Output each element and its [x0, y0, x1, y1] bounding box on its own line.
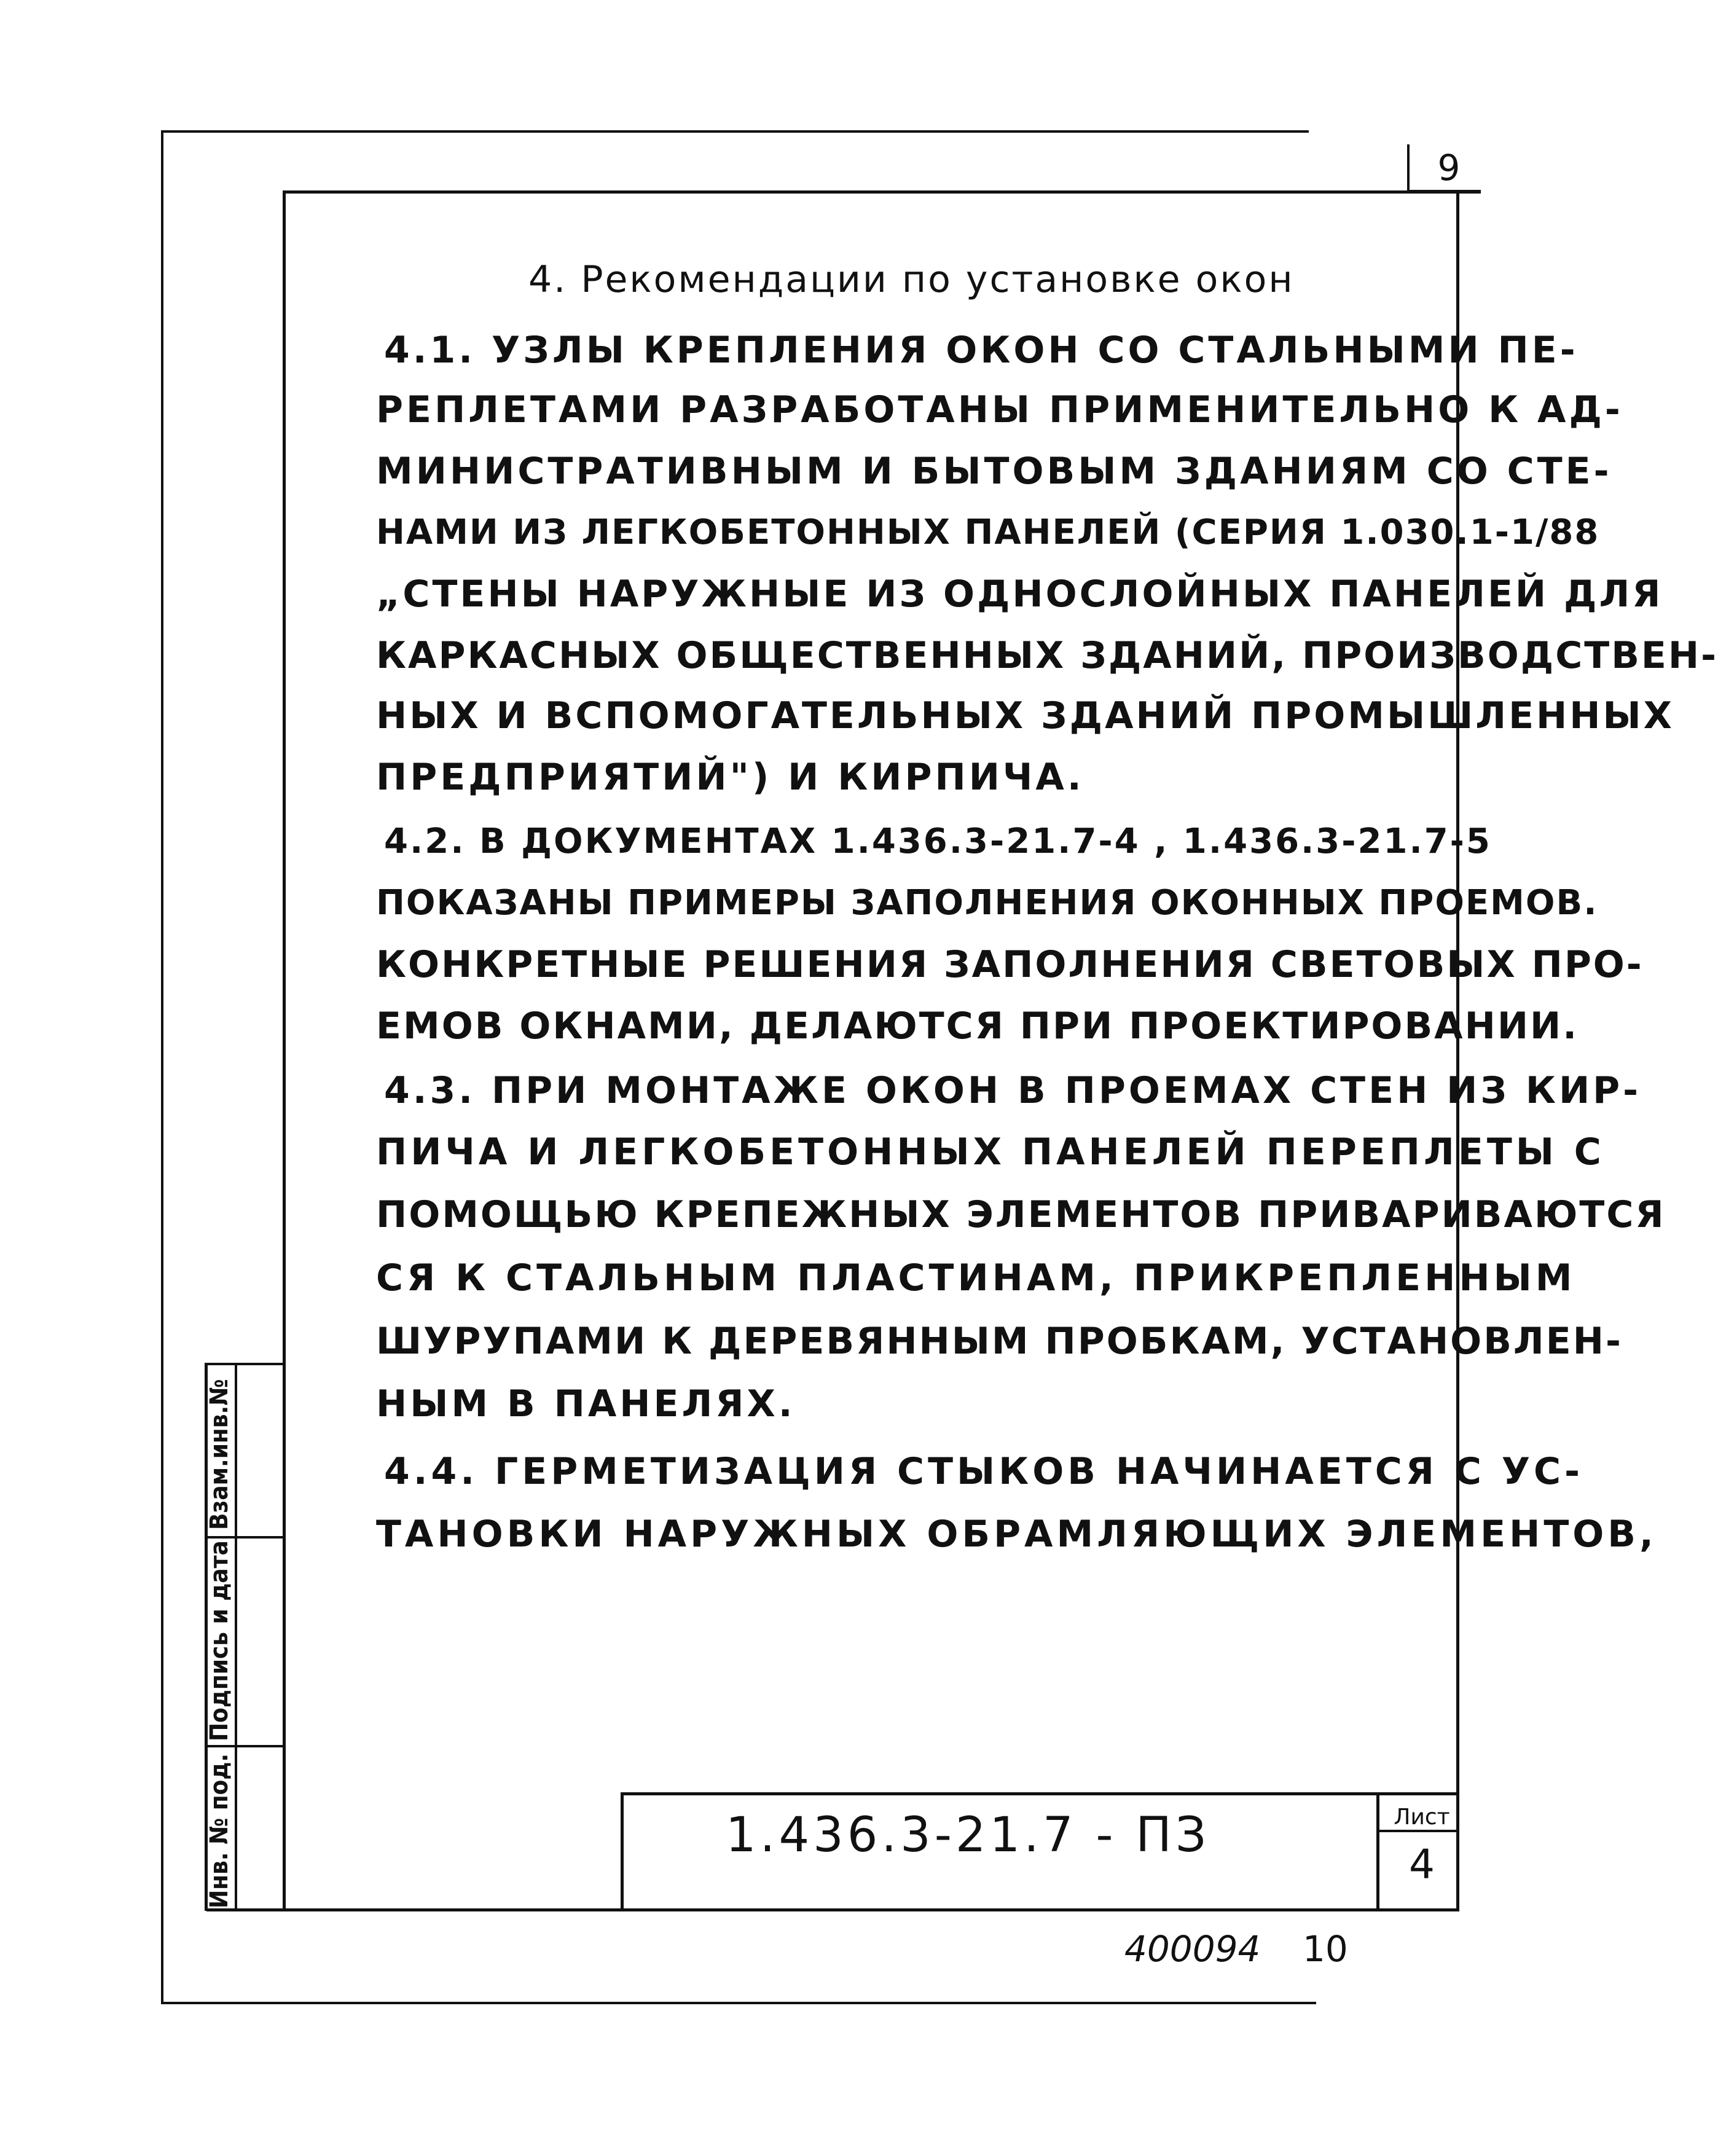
archive-page: 10	[1303, 1928, 1348, 1970]
body-line: НЫМ В ПАНЕЛЯХ.	[376, 1382, 796, 1425]
body-line: „СТЕНЫ НАРУЖНЫЕ ИЗ ОДНОСЛОЙНЫХ ПАНЕЛЕЙ ДЛЯ	[376, 573, 1663, 616]
titleblock-left-border	[621, 1792, 624, 1909]
inner-frame-bottom	[206, 1908, 1459, 1911]
sheet-number: 4	[1409, 1841, 1435, 1888]
titleblock-sheet-divider	[1376, 1792, 1379, 1909]
stamp-cell-inv-podl	[206, 1747, 280, 1911]
outer-frame-bottom	[161, 2002, 1316, 2004]
body-line: ПРЕДПРИЯТИЙ") И КИРПИЧА.	[376, 756, 1085, 799]
body-line: ПОКАЗАНЫ ПРИМЕРЫ ЗАПОЛНЕНИЯ ОКОННЫХ ПРОЕМОВ.	[376, 883, 1598, 923]
body-line: 4.1. УЗЛЫ КРЕПЛЕНИЯ ОКОН СО СТАЛЬНЫМИ ПЕ-	[384, 329, 1579, 372]
stamp-vzam-inv: Взам.инв.№	[205, 1379, 233, 1530]
sheet-label: Лист	[1394, 1805, 1450, 1830]
outer-frame-top	[161, 130, 1309, 133]
archive-number: 400094	[1124, 1928, 1261, 1970]
body-line: 4.3. ПРИ МОНТАЖЕ ОКОН В ПРОЕМАХ СТЕН ИЗ КИР-	[384, 1069, 1642, 1112]
titleblock-top-border	[621, 1792, 1459, 1795]
body-line: ПИЧА И ЛЕГКОБЕТОННЫХ ПАНЕЛЕЙ ПЕРЕПЛЕТЫ С	[376, 1131, 1605, 1174]
stamp-podpis-data: Подпись и дата	[205, 1540, 233, 1741]
body-line: МИНИСТРАТИВНЫМ И БЫТОВЫМ ЗДАНИЯМ СО СТЕ-	[376, 450, 1612, 493]
outer-frame-left	[161, 130, 163, 2003]
section-heading: 4. Рекомендации по установке окон	[528, 258, 1295, 301]
corner-sheet-number: 9	[1437, 147, 1461, 189]
body-line: РЕПЛЕТАМИ РАЗРАБОТАНЫ ПРИМЕНИТЕЛЬНО К АД-	[376, 388, 1623, 431]
inner-frame-top	[283, 190, 1481, 194]
stamp-cell-podpis-data	[206, 1539, 280, 1745]
body-line: СЯ К СТАЛЬНЫМ ПЛАСТИНАМ, ПРИКРЕПЛЕННЫМ	[376, 1256, 1576, 1299]
stamp-inv-podl: Инв. № под.	[205, 1753, 233, 1908]
body-line: КОНКРЕТНЫЕ РЕШЕНИЯ ЗАПОЛНЕНИЯ СВЕТОВЫХ ПРО-	[376, 943, 1644, 986]
document-code: 1.436.3-21.7 - ПЗ	[726, 1808, 1210, 1863]
body-line: 4.2. В ДОКУМЕНТАХ 1.436.3-21.7-4 , 1.436.3-21.7-5	[384, 821, 1492, 861]
body-line: 4.4. ГЕРМЕТИЗАЦИЯ СТЫКОВ НАЧИНАЕТСЯ С УС-	[384, 1450, 1583, 1493]
inner-frame-left	[283, 190, 286, 1911]
body-line: КАРКАСНЫХ ОБЩЕСТВЕННЫХ ЗДАНИЙ, ПРОИЗВОДСТВЕН-	[376, 634, 1718, 677]
body-line: ПОМОЩЬЮ КРЕПЕЖНЫХ ЭЛЕМЕНТОВ ПРИВАРИВАЮТСЯ	[376, 1193, 1666, 1236]
body-line: НАМИ ИЗ ЛЕГКОБЕТОННЫХ ПАНЕЛЕЙ (СЕРИЯ 1.030.1-1/88	[376, 512, 1600, 552]
body-line: ШУРУПАМИ К ДЕРЕВЯННЫМ ПРОБКАМ, УСТАНОВЛЕН-	[376, 1320, 1623, 1363]
body-line: ЕМОВ ОКНАМИ, ДЕЛАЮТСЯ ПРИ ПРОЕКТИРОВАНИИ.	[376, 1005, 1579, 1048]
body-line: НЫХ И ВСПОМОГАТЕЛЬНЫХ ЗДАНИЙ ПРОМЫШЛЕННЫХ	[376, 694, 1674, 737]
body-line: ТАНОВКИ НАРУЖНЫХ ОБРАМЛЯЮЩИХ ЭЛЕМЕНТОВ,	[376, 1513, 1657, 1556]
stamp-cell-vzam-inv	[206, 1363, 280, 1536]
